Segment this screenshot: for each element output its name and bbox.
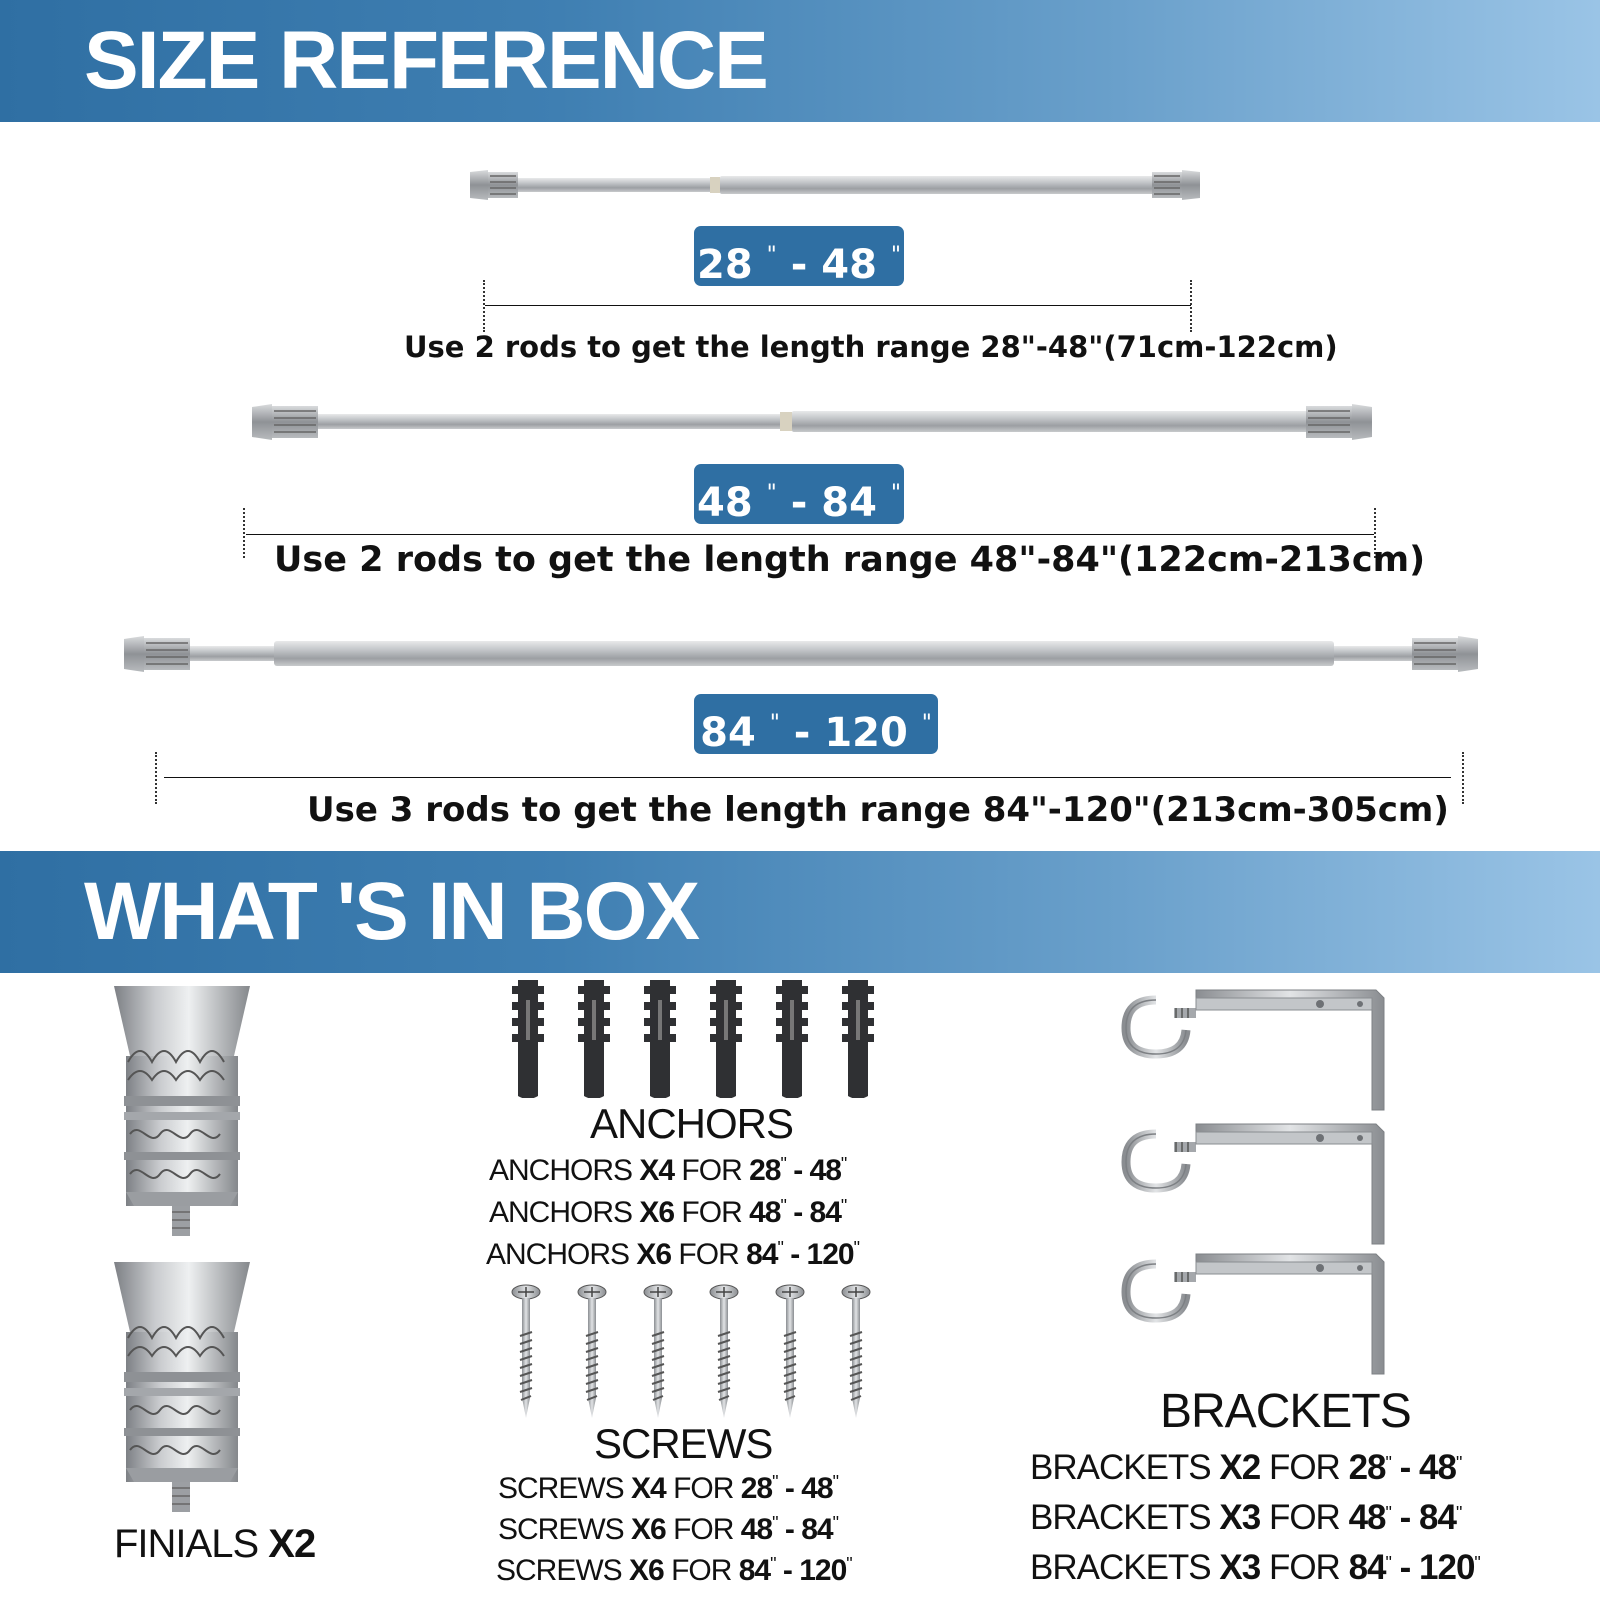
range-badge-1 <box>694 226 904 286</box>
spec-for: FOR <box>678 1238 739 1271</box>
spec-qty: X6 <box>639 1196 675 1229</box>
inch-mark: " <box>832 1513 838 1533</box>
anchors-title: ANCHORS <box>590 1100 794 1147</box>
whats-in-box-title: WHAT 'S IN BOX <box>84 866 699 957</box>
range-from: 84 <box>700 710 756 756</box>
inch-mark: " <box>890 243 901 268</box>
spec-qty: X2 <box>1219 1448 1261 1487</box>
range-dash: - <box>790 242 808 288</box>
spec-to: 48 <box>801 1472 833 1505</box>
curtain-rod-icon <box>124 632 1478 676</box>
spec-word: SCREWS <box>498 1472 624 1505</box>
range-note-2: Use 2 rods to get the length range 48"-84"(122cm-213cm) <box>274 540 1426 580</box>
spec-from: 28 <box>740 1472 773 1505</box>
inch-mark: " <box>772 1472 778 1492</box>
finials-word: FINIALS <box>114 1522 259 1566</box>
screws-line-3 <box>496 1554 852 1588</box>
measure-line-3 <box>164 777 1451 778</box>
spec-for: FOR <box>681 1154 742 1187</box>
inch-mark: " <box>780 1154 786 1174</box>
spec-word: ANCHORS <box>489 1154 633 1187</box>
inch-mark: " <box>766 243 777 268</box>
measure-tick-left <box>483 280 485 332</box>
spec-dash: - <box>793 1154 803 1187</box>
size-reference-title: SIZE REFERENCE <box>84 15 767 106</box>
anchors-line-2 <box>489 1196 846 1230</box>
inch-mark: " <box>772 1513 778 1533</box>
inch-mark: " <box>846 1554 852 1574</box>
curtain-rod-icon <box>252 400 1372 444</box>
screws-title: SCREWS <box>594 1420 773 1467</box>
inch-mark: " <box>853 1238 859 1258</box>
spec-qty: X6 <box>629 1554 664 1587</box>
spec-to: 84 <box>809 1196 841 1229</box>
screws-line-1 <box>498 1472 838 1506</box>
inch-mark: " <box>832 1472 838 1492</box>
inch-mark: " <box>780 1196 786 1216</box>
inch-mark: " <box>840 1154 847 1174</box>
spec-word: BRACKETS <box>1030 1448 1211 1487</box>
spec-from: 48 <box>740 1513 773 1546</box>
brackets-line-3 <box>1030 1548 1480 1588</box>
inch-mark: " <box>1455 1503 1462 1523</box>
inch-mark: " <box>921 711 932 736</box>
curtain-rod-icon <box>470 166 1200 206</box>
spec-from: 28 <box>749 1154 781 1187</box>
spec-dash: - <box>1399 1548 1411 1587</box>
spec-for: FOR <box>1268 1498 1340 1537</box>
range-to: 120 <box>824 710 908 756</box>
measure-tick-right <box>1190 280 1192 332</box>
spec-for: FOR <box>1268 1448 1340 1487</box>
spec-qty: X3 <box>1219 1498 1261 1537</box>
range-from: 48 <box>697 480 753 526</box>
spec-dash: - <box>784 1513 794 1546</box>
spec-from: 48 <box>1348 1498 1386 1537</box>
spec-dash: - <box>1399 1448 1411 1487</box>
spec-to: 120 <box>1419 1548 1475 1587</box>
range-badge-3 <box>694 694 938 754</box>
anchors-line-3 <box>486 1238 859 1272</box>
inch-mark: " <box>766 481 777 506</box>
measure-line-2 <box>246 534 1374 535</box>
spec-word: SCREWS <box>498 1513 624 1546</box>
measure-tick-right <box>1462 752 1464 804</box>
measure-tick-left <box>155 752 157 804</box>
range-badge-2 <box>694 464 904 524</box>
spec-from: 28 <box>1348 1448 1386 1487</box>
brackets-line-2 <box>1030 1498 1461 1538</box>
finial-icon <box>110 1260 254 1516</box>
spec-to: 84 <box>801 1513 833 1546</box>
spec-to: 120 <box>806 1238 854 1271</box>
spec-from: 48 <box>749 1196 781 1229</box>
range-note-1: Use 2 rods to get the length range 28"-48"(71cm-122cm) <box>404 330 1338 364</box>
spec-to: 48 <box>1419 1448 1456 1487</box>
brackets-line-1 <box>1030 1448 1461 1488</box>
measure-line-1 <box>485 305 1191 306</box>
spec-qty: X4 <box>631 1472 666 1505</box>
spec-to: 48 <box>809 1154 841 1187</box>
measure-tick-left <box>243 508 245 558</box>
inch-mark: " <box>1474 1553 1480 1573</box>
spec-for: FOR <box>673 1472 734 1505</box>
spec-word: BRACKETS <box>1030 1548 1211 1587</box>
size-reference-banner <box>0 0 1600 122</box>
inch-mark: " <box>890 481 901 506</box>
spec-dash: - <box>790 1238 800 1271</box>
anchors-line-1 <box>489 1154 846 1188</box>
range-from: 28 <box>697 242 753 288</box>
inch-mark: " <box>777 1238 783 1258</box>
spec-dash: - <box>1399 1498 1411 1537</box>
inch-mark: " <box>770 1554 776 1574</box>
range-note-3: Use 3 rods to get the length range 84"-120"(213cm-305cm) <box>307 790 1449 830</box>
range-to: 48 <box>821 242 877 288</box>
spec-from: 84 <box>1348 1548 1386 1587</box>
spec-for: FOR <box>673 1513 734 1546</box>
finial-icon <box>110 984 254 1240</box>
spec-word: ANCHORS <box>486 1238 630 1271</box>
wall-anchor-icon <box>504 980 884 1098</box>
screws-line-2 <box>498 1513 838 1547</box>
spec-qty: X3 <box>1219 1548 1261 1587</box>
spec-to: 120 <box>799 1554 847 1587</box>
spec-for: FOR <box>671 1554 732 1587</box>
spec-to: 84 <box>1419 1498 1456 1537</box>
inch-mark: " <box>840 1196 847 1216</box>
spec-dash: - <box>793 1196 803 1229</box>
finials-label <box>114 1522 315 1567</box>
spec-from: 84 <box>738 1554 771 1587</box>
spec-from: 84 <box>746 1238 778 1271</box>
spec-for: FOR <box>681 1196 742 1229</box>
inch-mark: " <box>769 711 780 736</box>
brackets-title: BRACKETS <box>1160 1385 1411 1438</box>
spec-word: SCREWS <box>496 1554 622 1587</box>
finials-qty: X2 <box>268 1522 316 1566</box>
spec-qty: X6 <box>636 1238 672 1271</box>
range-to: 84 <box>821 480 877 526</box>
spec-word: BRACKETS <box>1030 1498 1211 1537</box>
screw-icon <box>510 1284 880 1424</box>
inch-mark: " <box>1385 1503 1391 1523</box>
range-dash: - <box>793 710 811 756</box>
range-dash: - <box>790 480 808 526</box>
spec-qty: X6 <box>631 1513 666 1546</box>
inch-mark: " <box>1385 1553 1391 1573</box>
inch-mark: " <box>1385 1453 1391 1473</box>
bracket-icon <box>1120 980 1420 1380</box>
spec-for: FOR <box>1268 1548 1340 1587</box>
spec-qty: X4 <box>639 1154 675 1187</box>
whats-in-box-banner <box>0 851 1600 973</box>
inch-mark: " <box>1455 1453 1462 1473</box>
spec-word: ANCHORS <box>489 1196 633 1229</box>
spec-dash: - <box>784 1472 794 1505</box>
spec-dash: - <box>782 1554 792 1587</box>
